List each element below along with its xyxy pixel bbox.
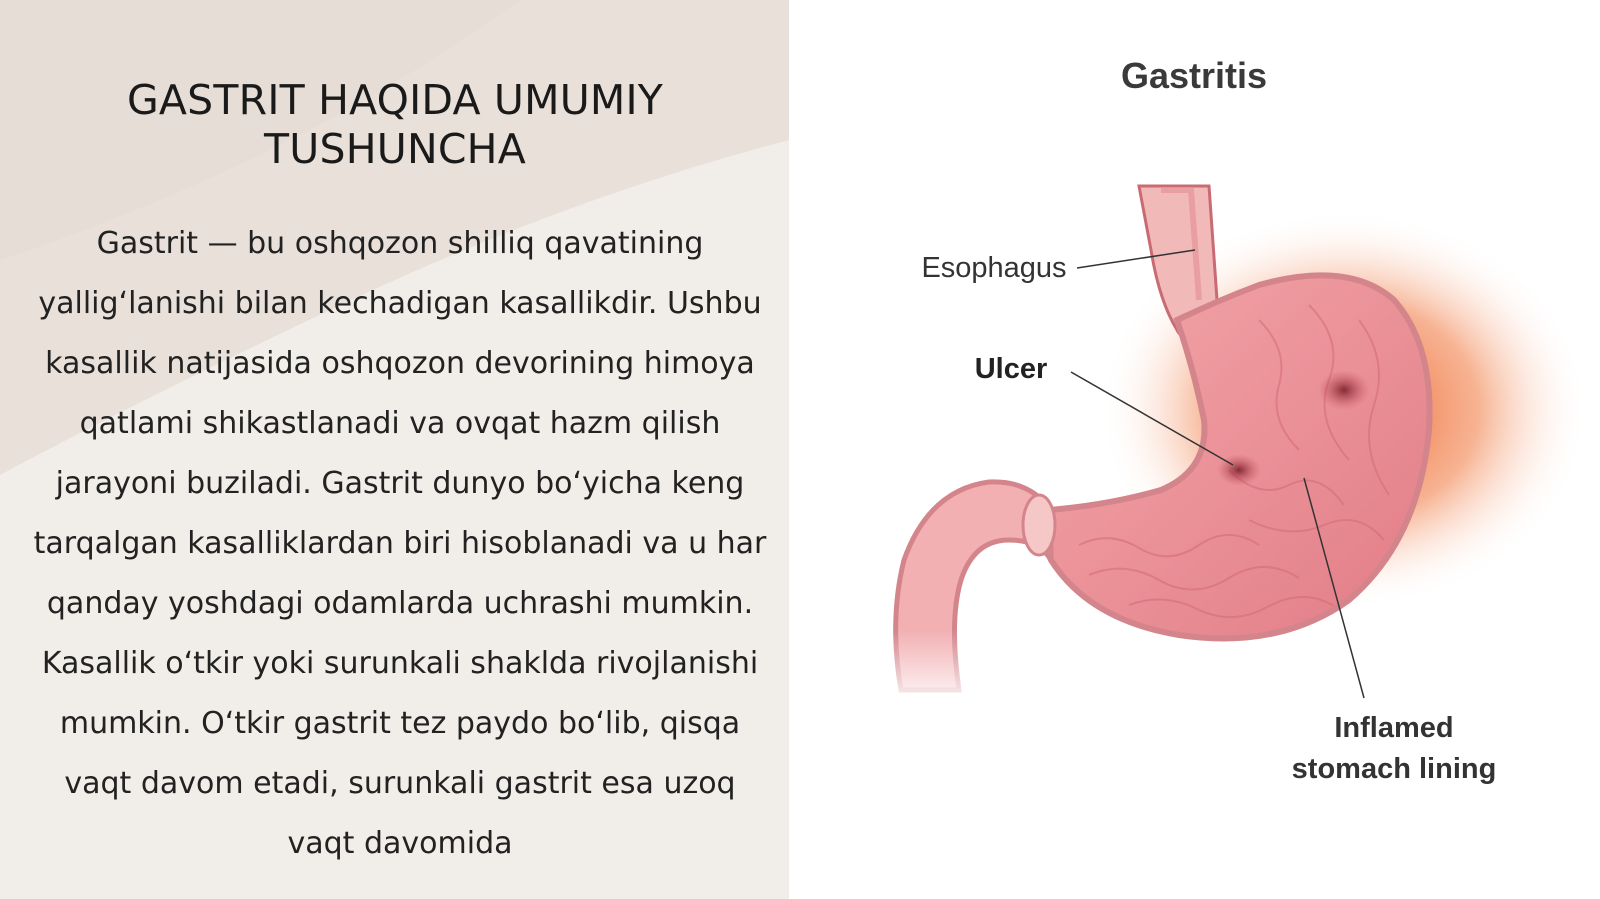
slide-body-text: Gastrit — bu oshqozon shilliq qavatining yallig‘lanishi bilan kechadigan kasallikdir. Ushbu kasallik natijasida oshqozon devorining himoya qatlami shikastlanadi va ovqat hazm qilish jarayoni buziladi. Gastrit dunyo bo‘yicha keng tarqalgan kasalliklardan biri hisoblanadi va u har qanday yoshdagi odamlarda uchrashi mumkin. Kasallik o‘tkir yoki surunkali shaklda rivojlanishi mumkin. O‘tkir gastrit tez paydo bo‘lib, qisqa vaqt davom etadi, surunkali gastrit esa uzoq vaqt davomida	[33, 226, 767, 861]
text-panel	[0, 0, 789, 899]
diagram-title: Gastritis	[1120, 55, 1268, 96]
diagram-panel	[789, 0, 1600, 899]
slide-title: GASTRIT HAQIDA UMUMIY TUSHUNCHA	[126, 76, 664, 173]
inflamed-label-line2: stomach lining	[1291, 753, 1497, 785]
esophagus-label: Esophagus	[921, 252, 1067, 284]
gastritis-diagram	[789, 0, 1600, 899]
ulcer-spot-secondary	[1318, 370, 1370, 410]
inflamed-label-line1: Inflamed	[1334, 712, 1454, 744]
ulcer-label: Ulcer	[974, 353, 1048, 385]
